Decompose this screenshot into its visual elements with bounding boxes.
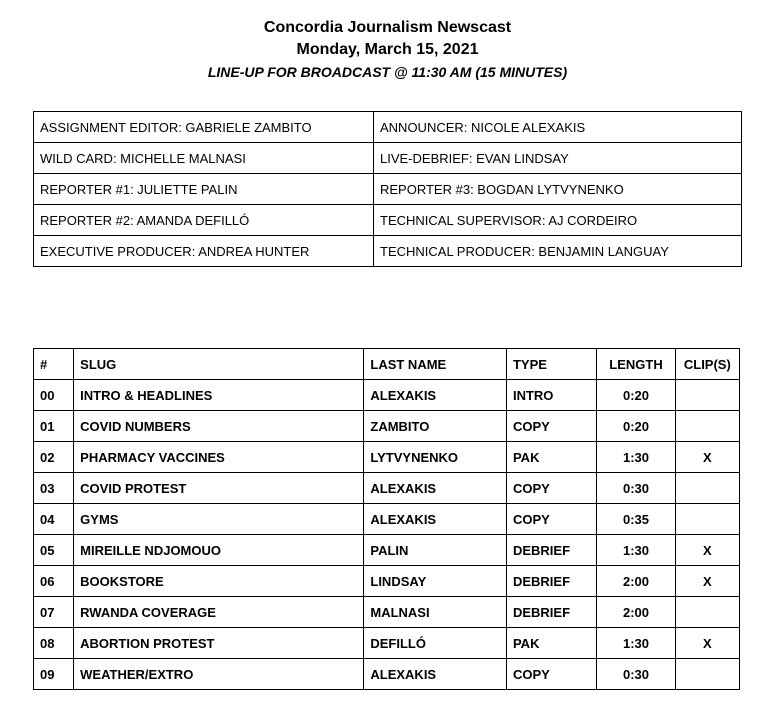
cell-slug: COVID PROTEST (74, 473, 364, 504)
cell-length: 0:35 (597, 504, 675, 535)
cell-number: 09 (34, 659, 74, 690)
staff-table (33, 111, 742, 267)
staff-row (34, 236, 742, 267)
staff-role-left: ASSIGNMENT EDITOR: GABRIELE ZAMBITO (34, 112, 374, 143)
cell-clips (675, 380, 739, 411)
cell-clips (675, 504, 739, 535)
lineup-table-head (34, 349, 740, 380)
cell-length: 2:00 (597, 566, 675, 597)
cell-clips (675, 473, 739, 504)
table-row (34, 535, 740, 566)
cell-number: 05 (34, 535, 74, 566)
cell-slug: MIREILLE NDJOMOUO (74, 535, 364, 566)
cell-length: 1:30 (597, 535, 675, 566)
column-header-type: TYPE (506, 349, 596, 380)
staff-role-left: EXECUTIVE PRODUCER: ANDREA HUNTER (34, 236, 374, 267)
cell-clips: X (675, 628, 739, 659)
cell-slug: BOOKSTORE (74, 566, 364, 597)
cell-last-name: ALEXAKIS (364, 659, 507, 690)
cell-number: 01 (34, 411, 74, 442)
document-title: Concordia Journalism Newscast (263, 19, 512, 36)
table-row (34, 504, 740, 535)
table-row (34, 659, 740, 690)
column-header-length: LENGTH (597, 349, 675, 380)
cell-type: COPY (506, 473, 596, 504)
cell-number: 06 (34, 566, 74, 597)
cell-type: COPY (506, 504, 596, 535)
cell-length: 0:20 (597, 380, 675, 411)
cell-length: 2:00 (597, 597, 675, 628)
document-header (0, 17, 775, 83)
cell-clips: X (675, 566, 739, 597)
cell-number: 04 (34, 504, 74, 535)
cell-number: 02 (34, 442, 74, 473)
staff-role-right: REPORTER #3: BOGDAN LYTVYNENKO (374, 174, 742, 205)
table-row (34, 628, 740, 659)
table-row (34, 566, 740, 597)
cell-type: COPY (506, 411, 596, 442)
staff-role-right: TECHNICAL SUPERVISOR: AJ CORDEIRO (374, 205, 742, 236)
cell-slug: GYMS (74, 504, 364, 535)
staff-role-right: LIVE-DEBRIEF: EVAN LINDSAY (374, 143, 742, 174)
cell-clips (675, 597, 739, 628)
cell-type: DEBRIEF (506, 535, 596, 566)
staff-row (34, 174, 742, 205)
cell-last-name: ALEXAKIS (364, 504, 507, 535)
cell-number: 00 (34, 380, 74, 411)
staff-role-left: REPORTER #2: AMANDA DEFILLÓ (34, 205, 374, 236)
cell-last-name: LINDSAY (364, 566, 507, 597)
cell-last-name: LYTVYNENKO (364, 442, 507, 473)
cell-clips: X (675, 442, 739, 473)
cell-type: DEBRIEF (506, 597, 596, 628)
staff-table-body (34, 112, 742, 267)
cell-number: 07 (34, 597, 74, 628)
table-row (34, 597, 740, 628)
cell-length: 0:30 (597, 659, 675, 690)
cell-last-name: ALEXAKIS (364, 380, 507, 411)
cell-length: 1:30 (597, 628, 675, 659)
lineup-header-row (34, 349, 740, 380)
cell-type: PAK (506, 628, 596, 659)
table-row (34, 442, 740, 473)
cell-last-name: DEFILLÓ (364, 628, 507, 659)
lineup-table-body (34, 380, 740, 690)
cell-type: INTRO (506, 380, 596, 411)
cell-last-name: MALNASI (364, 597, 507, 628)
column-header-slug: SLUG (74, 349, 364, 380)
cell-slug: PHARMACY VACCINES (74, 442, 364, 473)
cell-clips (675, 411, 739, 442)
column-header-clips: CLIP(S) (675, 349, 739, 380)
cell-clips (675, 659, 739, 690)
cell-slug: INTRO & HEADLINES (74, 380, 364, 411)
staff-role-right: TECHNICAL PRODUCER: BENJAMIN LANGUAY (374, 236, 742, 267)
cell-slug: ABORTION PROTEST (74, 628, 364, 659)
staff-row (34, 143, 742, 174)
staff-role-left: WILD CARD: MICHELLE MALNASI (34, 143, 374, 174)
lineup-table (33, 348, 740, 690)
cell-type: PAK (506, 442, 596, 473)
cell-length: 0:20 (597, 411, 675, 442)
staff-role-right: ANNOUNCER: NICOLE ALEXAKIS (374, 112, 742, 143)
staff-role-left: REPORTER #1: JULIETTE PALIN (34, 174, 374, 205)
cell-slug: WEATHER/EXTRO (74, 659, 364, 690)
cell-last-name: ZAMBITO (364, 411, 507, 442)
cell-slug: RWANDA COVERAGE (74, 597, 364, 628)
column-header-number: # (34, 349, 74, 380)
table-row (34, 411, 740, 442)
cell-length: 0:30 (597, 473, 675, 504)
cell-last-name: ALEXAKIS (364, 473, 507, 504)
column-header-last-name: LAST NAME (364, 349, 507, 380)
cell-number: 03 (34, 473, 74, 504)
table-row (34, 473, 740, 504)
cell-last-name: PALIN (364, 535, 507, 566)
broadcast-subtitle: LINE-UP FOR BROADCAST @ 11:30 AM (15 MINUTES) (207, 64, 568, 80)
staff-row (34, 112, 742, 143)
cell-type: DEBRIEF (506, 566, 596, 597)
cell-clips: X (675, 535, 739, 566)
table-row (34, 380, 740, 411)
cell-slug: COVID NUMBERS (74, 411, 364, 442)
cell-number: 08 (34, 628, 74, 659)
cell-type: COPY (506, 659, 596, 690)
staff-row (34, 205, 742, 236)
broadcast-date: Monday, March 15, 2021 (296, 41, 479, 58)
cell-length: 1:30 (597, 442, 675, 473)
